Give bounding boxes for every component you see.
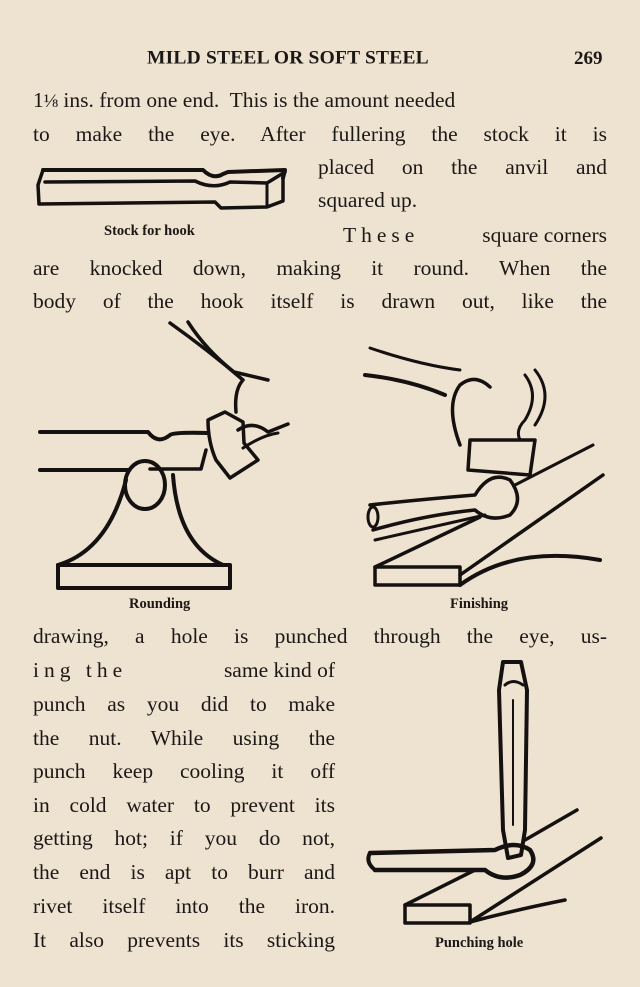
text-line-3: placed on the anvil and	[318, 155, 607, 179]
text-line-14: getting hot; if you do not,	[33, 826, 335, 850]
text-line-2: to make the eye. After fullering the stock it is	[33, 122, 607, 146]
running-title: MILD STEEL OR SOFT STEEL	[147, 48, 429, 69]
finishing-illustration	[365, 345, 605, 595]
spaced-words: ing the	[33, 658, 128, 682]
text-line-5	[343, 223, 607, 247]
fraction: ⅛	[43, 91, 58, 112]
punching-hole-illustration	[365, 660, 605, 940]
page-number: 269	[574, 48, 603, 69]
text-line-10: punch as you did to make	[33, 692, 335, 716]
text-line-5-rest: square corners	[476, 223, 607, 247]
text-line-9	[33, 658, 335, 682]
fraction-whole: 1	[33, 88, 44, 112]
figure-caption-stock: Stock for hook	[104, 223, 195, 239]
text-line-1-rest: ins. from one end. This is the amount needed	[58, 88, 456, 112]
rounding-illustration	[38, 320, 298, 595]
text-line-9-rest: same kind of	[218, 658, 335, 682]
text-line-6: are knocked down, making it round. When the	[33, 256, 607, 280]
text-line-16: rivet itself into the iron.	[33, 894, 335, 918]
text-line-17: It also prevents its sticking	[33, 928, 335, 952]
page-header	[0, 46, 640, 76]
figure-caption-rounding: Rounding	[129, 596, 191, 612]
stock-for-hook-illustration	[35, 160, 295, 216]
spaced-word: These	[343, 223, 420, 247]
text-line-11: the nut. While using the	[33, 726, 335, 750]
text-line-13: in cold water to prevent its	[33, 793, 335, 817]
figure-caption-punching: Punching hole	[435, 935, 524, 951]
text-line-8: drawing, a hole is punched through the eye, us-	[33, 624, 607, 648]
text-line-15: the end is apt to burr and	[33, 860, 335, 884]
text-line-7: body of the hook itself is drawn out, like the	[33, 289, 607, 313]
text-line-4: squared up.	[318, 188, 418, 212]
figure-caption-finishing: Finishing	[450, 596, 509, 612]
text-line-1	[33, 88, 607, 114]
text-line-12: punch keep cooling it off	[33, 759, 335, 783]
